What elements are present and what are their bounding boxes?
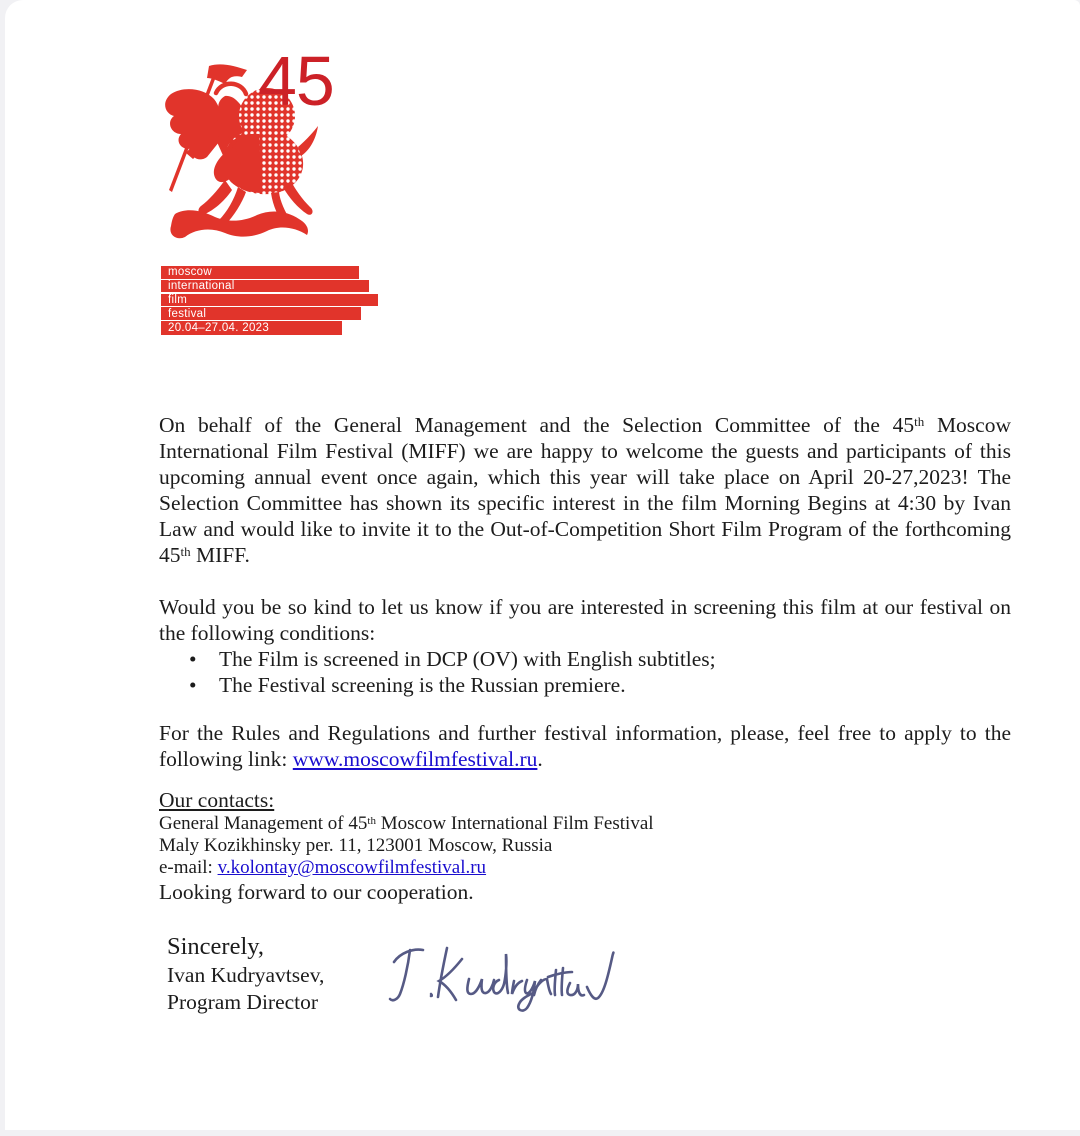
signature-handwriting-icon <box>387 942 615 1016</box>
logo-bar-international: international <box>161 280 369 293</box>
conditions-list <box>159 646 1011 698</box>
logo-bar-festival: festival <box>161 307 361 320</box>
intro-paragraph: On behalf of the General Management and the Selection Committee of the 45th Moscow International Film Festival (MIFF) we are happy to welcome the guests and participants of this upcoming annual event once again, which this year will take place on April 20-27,2023! The Selection Committee has shown its specific interest in the film Morning Begins at 4:30 by Ivan Law and would like to invite it to the Out-of-Competition Short Film Program of the forthcoming 45th MIFF. <box>159 413 1011 567</box>
email-link[interactable]: v.kolontay@moscowfilmfestival.ru <box>217 857 487 878</box>
contacts-management-line: General Management of 45th Moscow International Film Festival <box>159 813 654 834</box>
condition-item-premiere: • The Festival screening is the Russian premiere. <box>189 673 626 697</box>
signoff-sincerely: Sincerely, <box>167 933 265 960</box>
signoff-title: Program Director <box>167 990 319 1014</box>
bullet-icon: • <box>189 647 197 671</box>
miff-logo <box>157 42 407 344</box>
conditions-paragraph: Would you be so kind to let us know if you are interested in screening this film at our festival on the following conditions: <box>159 595 1011 645</box>
logo-45-numeral: 45 <box>258 42 334 120</box>
signoff-name: Ivan Kudryavtsev, <box>167 963 325 987</box>
rules-paragraph: For the Rules and Regulations and further festival information, please, feel free to apply to the following link: www.moscowfilmfestival.ru. <box>159 721 1011 771</box>
contacts-email-line: e-mail: v.kolontay@moscowfilmfestival.ru <box>159 857 487 878</box>
closing-line: Looking forward to our cooperation. <box>159 880 474 904</box>
logo-bar-film: film <box>161 294 378 307</box>
condition-item-dcp: • The Film is screened in DCP (OV) with English subtitles; <box>189 647 716 671</box>
logo-bar-dates: 20.04–27.04. 2023 <box>161 321 342 335</box>
festival-website-link[interactable]: www.moscowfilmfestival.ru <box>292 747 538 771</box>
contacts-heading: Our contacts: <box>159 788 275 812</box>
logo-bar-moscow: moscow <box>161 266 359 279</box>
letter-body <box>159 412 1011 1016</box>
bullet-icon: • <box>189 673 197 697</box>
contacts-address-line: Maly Kozikhinsky per. 11, 123001 Moscow, Russia <box>159 835 553 856</box>
logo-title-bars <box>161 266 378 336</box>
letter-paper <box>5 0 1080 1130</box>
